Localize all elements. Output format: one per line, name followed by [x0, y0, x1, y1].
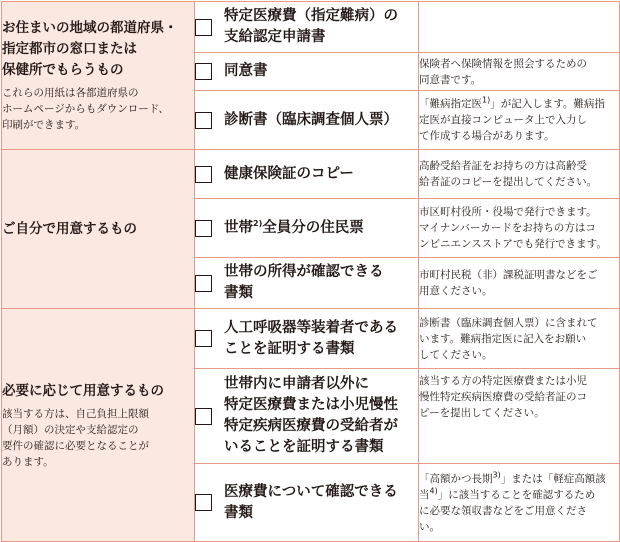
- category-cell-office: [2, 2, 195, 150]
- document-note: 保険者へ保険情報を照会するための 同意書です。: [419, 53, 620, 91]
- checkbox[interactable]: [195, 330, 212, 347]
- category-subtext: 該当する方は、自己負担上限額 （月額）の決定や支給認定の 要件の確認に必要となることが あります。: [2, 407, 149, 468]
- document-name: 特定医療費（指定難病）の 支給認定申請書: [224, 8, 398, 45]
- document-name: 世帯の所得が確認できる 書類: [224, 264, 384, 301]
- document-name: 人工呼吸器等装着者である ことを証明する書類: [224, 319, 398, 357]
- document-note: 市区町村役所・役場で発行できます。 マイナンバーカードをお持ちの方はコ ンビニエンスストアでも発行できます。: [419, 199, 620, 258]
- document-checklist-table: [1, 1, 620, 542]
- document-item-application[interactable]: [195, 2, 419, 53]
- category-title: 必要に応じて用意するもの: [2, 382, 164, 399]
- checkbox[interactable]: [195, 220, 212, 237]
- category-title: お住まいの地域の都道府県・ 指定都市の窓口または 保健所でもらうもの: [2, 20, 178, 78]
- table-row: [2, 150, 620, 199]
- document-item-medical-expense-proof[interactable]: [195, 464, 419, 542]
- document-note: 診断書（臨床調査個人票）に含まれて います。難病指定医に記入をお願い してください。: [419, 309, 620, 369]
- document-note: 該当する方の特定医療費または小児 慢性特定疾病医療費の受給者証のコ ピーを提出してください。: [419, 369, 620, 464]
- document-note: 「難病指定医$^{1)}$」が記入します。難病指 定医が直接コンピュータ上で入力し て作成する場合があります。: [419, 91, 620, 150]
- document-item-household-recipient-proof[interactable]: [195, 369, 419, 464]
- category-cell-as-needed: [2, 309, 195, 542]
- document-name: 同意書: [224, 63, 268, 79]
- table-row: [2, 309, 620, 369]
- checkbox[interactable]: [195, 166, 212, 183]
- table-row: [2, 2, 620, 53]
- document-item-ventilator-proof[interactable]: [195, 309, 419, 369]
- document-name: 世帯内に申請者以外に 特定医療費または小児慢性 特定疾病医療費の受給者が いることを証明する書類: [224, 376, 398, 455]
- document-item-consent[interactable]: [195, 53, 419, 91]
- checkbox[interactable]: [195, 19, 212, 36]
- category-cell-self-prepared: [2, 150, 195, 309]
- document-item-resident-record[interactable]: [195, 199, 419, 258]
- checkbox[interactable]: [195, 408, 212, 425]
- checkbox[interactable]: [195, 63, 212, 80]
- document-name: 医療費について確認できる 書類: [224, 483, 398, 521]
- document-note: 市町村民税（非）課税証明書などをご 用意ください。: [419, 258, 620, 309]
- checkbox[interactable]: [195, 275, 212, 292]
- document-name: 世帯$^{2)}$全員分の住民票: [224, 218, 364, 236]
- checkbox[interactable]: [195, 112, 212, 129]
- document-note: [419, 2, 620, 53]
- document-note: 高齢受給者証をお持ちの方は高齢受 給者証のコピーを提出してください。: [419, 150, 620, 199]
- document-name: 健康保険証のコピー: [224, 165, 354, 182]
- document-note: 「高額かつ長期$^{3)}$」または「軽症高額該 当$^{4)}$」に該当することを確認するため に必要な領収書などをご用意くださ い。: [419, 464, 620, 542]
- category-subtext: これらの用紙は各都道府県の ホームページからもダウンロード、 印刷ができます。: [2, 87, 169, 131]
- category-title: ご自分で用意するもの: [2, 220, 137, 237]
- document-item-income-proof[interactable]: [195, 258, 419, 309]
- document-name: 診断書（臨床調査個人票）: [224, 111, 398, 128]
- checkbox[interactable]: [195, 494, 212, 511]
- document-item-insurance-card-copy[interactable]: [195, 150, 419, 199]
- document-item-medical-certificate[interactable]: [195, 91, 419, 150]
